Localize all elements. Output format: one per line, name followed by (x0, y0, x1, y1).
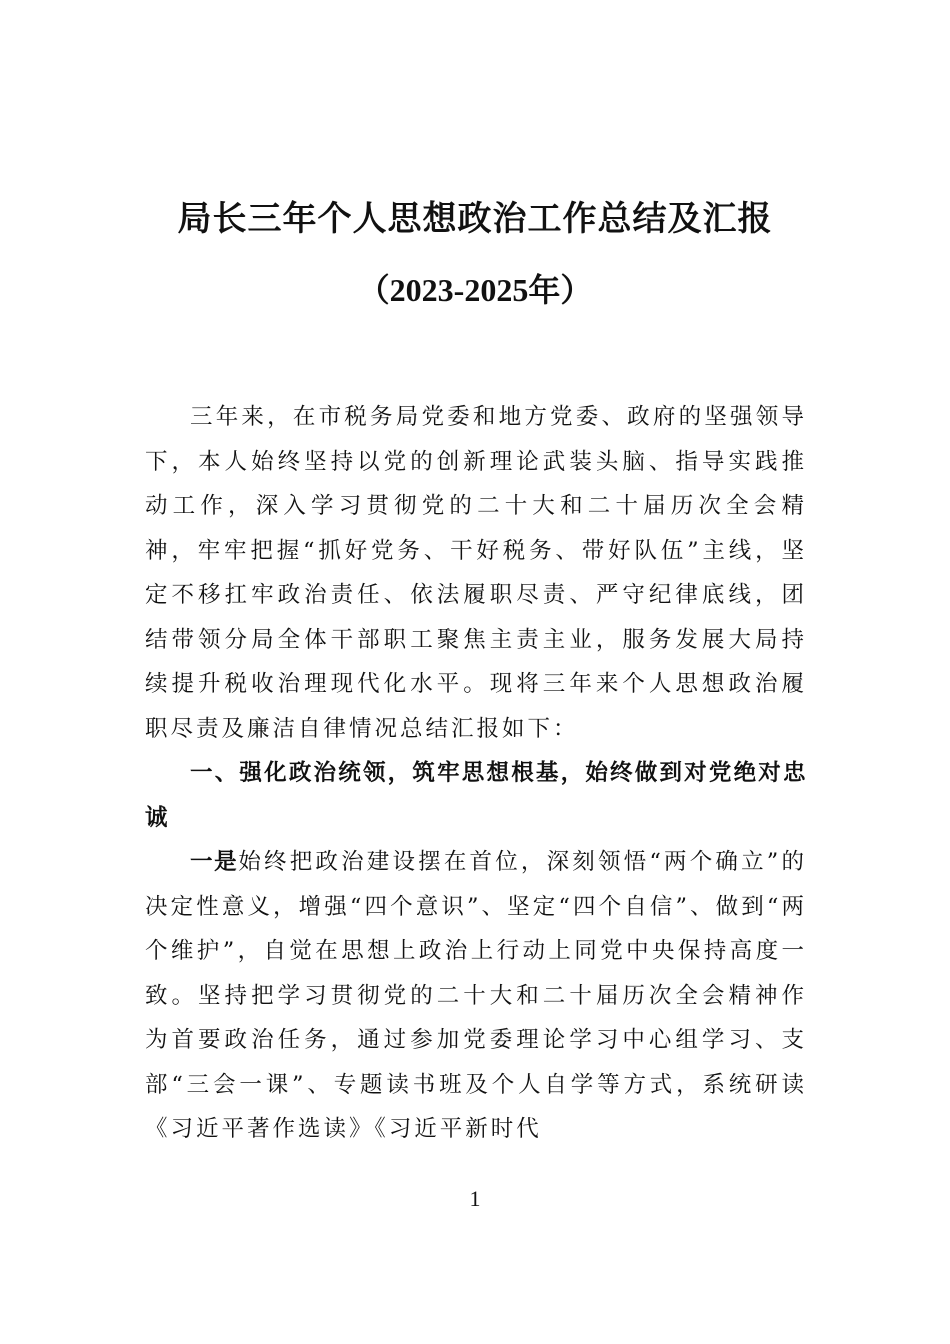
point-lead: 一是 (190, 849, 239, 875)
point-paragraph (145, 840, 807, 1152)
intro-paragraph: 三年来，在市税务局党委和地方党委、政府的坚强领导下，本人始终坚持以党的创新理论武装头脑、指导实践推动工作，深入学习贯彻党的二十大和二十届历次全会精神，牢牢把握“抓好党务、干好税务、带好队伍”主线，坚定不移扛牢政治责任、依法履职尽责、严守纪律底线，团结带领分局全体干部职工聚焦主责主业，服务发展大局持续提升税收治理现代化水平。现将三年来个人思想政治履职尽责及廉洁自律情况总结汇报如下： (145, 404, 807, 742)
document-subtitle: （2023-2025年） (357, 272, 593, 308)
section-heading: 一、强化政治统领，筑牢思想根基，始终做到对党绝对忠诚 (145, 760, 807, 831)
document-title: 局长三年个人思想政治工作总结及汇报 (177, 199, 773, 239)
page-number: 1 (469, 1186, 481, 1211)
point-text: 始终把政治建设摆在首位，深刻领悟“两个确立”的决定性意义，增强“四个意识”、坚定“四个自信”、做到“两个维护”，自觉在思想上政治上行动上同党中央保持高度一致。坚持把学习贯彻党的二十大和二十届历次全会精神作为首要政治任务，通过参加党委理论学习中心组学习、支部“三会一课”、专题读书班及个人自学等方式，系统研读《习近平著作选读》《习近平新时代 (145, 849, 807, 1142)
document-body (145, 395, 807, 1152)
